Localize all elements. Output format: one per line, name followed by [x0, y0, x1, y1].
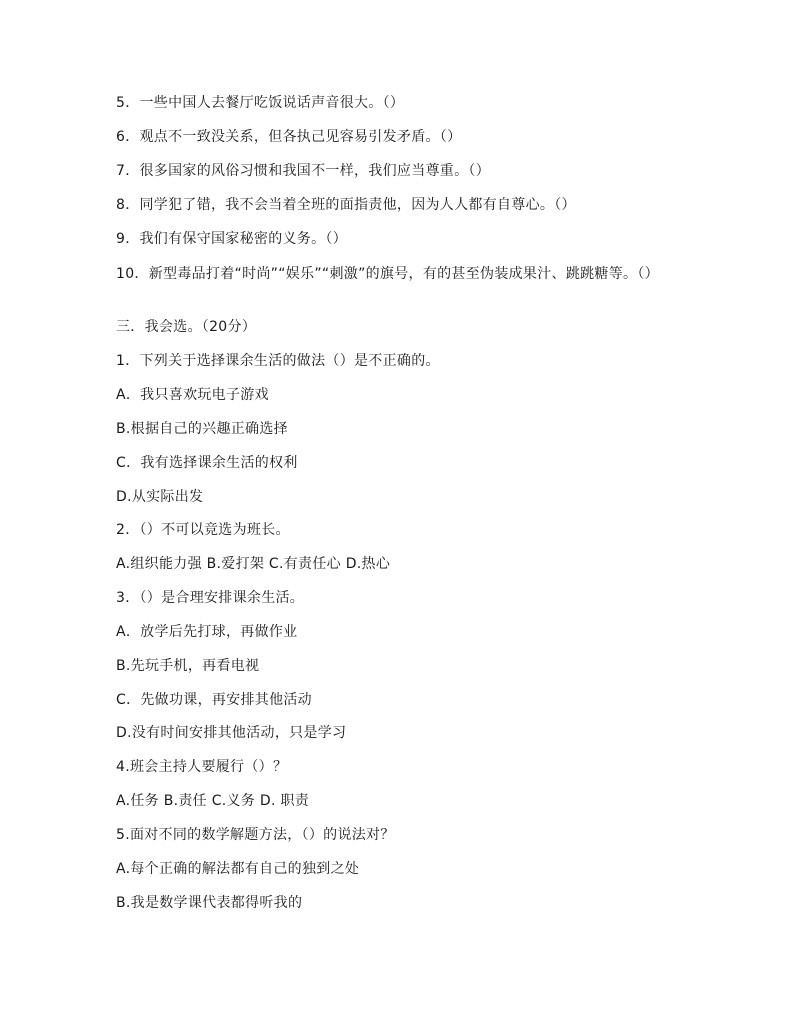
q3-option-b: B.先玩手机，再看电视	[116, 658, 260, 674]
question-1: 1．下列关于选择课余生活的做法（）是不正确的。	[116, 353, 440, 369]
q1-option-a: A．我只喜欢玩电子游戏	[116, 387, 269, 403]
judge-item-6: 6．观点不一致没关系，但各执己见容易引发矛盾。（）	[116, 129, 462, 145]
q3-option-c: C．先做功课，再安排其他活动	[116, 692, 312, 708]
section-heading-3: 三．我会选。（20分）	[116, 319, 257, 335]
q3-option-d: D.没有时间安排其他活动，只是学习	[116, 725, 347, 741]
judge-item-9: 9．我们有保守国家秘密的义务。（）	[116, 231, 348, 247]
q1-option-c: C．我有选择课余生活的权利	[116, 455, 298, 471]
judge-item-7: 7．很多国家的风俗习惯和我国不一样，我们应当尊重。（）	[116, 163, 491, 179]
q4-options: A.任务 B.责任 C.义务 D. 职责	[116, 793, 310, 809]
question-5: 5.面对不同的数学解题方法，（）的说法对？	[116, 827, 395, 843]
q3-option-a: A．放学后先打球，再做作业	[116, 624, 298, 640]
judge-item-5: 5．一些中国人去餐厅吃饭说话声音很大。（）	[116, 95, 405, 111]
question-4: 4.班会主持人要履行（）？	[116, 759, 288, 775]
q2-options: A.组织能力强 B.爱打架 C.有责任心 D.热心	[116, 556, 391, 572]
question-2: 2．（）不可以竞选为班长。	[116, 522, 290, 538]
q1-option-d: D.从实际出发	[116, 489, 204, 505]
judge-item-8: 8．同学犯了错，我不会当着全班的面指责他，因为人人都有自尊心。（）	[116, 197, 576, 213]
judge-item-10: 10．新型毒品打着“时尚”“娱乐”“刺激”的旗号，有的甚至伪装成果汁、跳跳糖等。（）	[116, 266, 659, 282]
q5-option-a: A.每个正确的解法都有自己的独到之处	[116, 861, 360, 877]
q5-option-b: B.我是数学课代表都得听我的	[116, 895, 303, 911]
q1-option-b: B.根据自己的兴趣正确选择	[116, 421, 288, 437]
question-3: 3．（）是合理安排课余生活。	[116, 590, 305, 606]
